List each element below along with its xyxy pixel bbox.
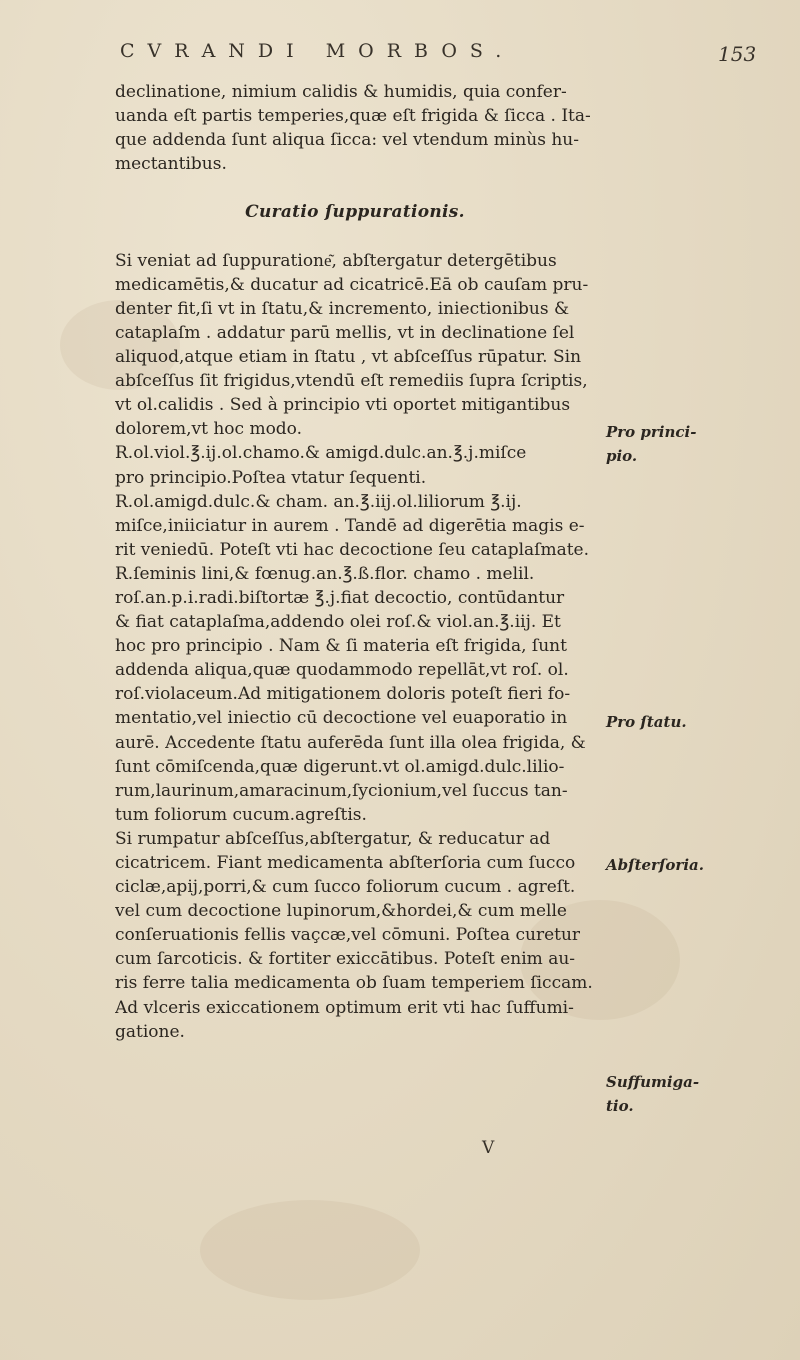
text-line: addenda aliqua,quæ quodammodo repellāt,vt roſ. ol. xyxy=(115,660,569,681)
recipe-line: R.ol.amigd.dulc.& cham. an.℥.iij.ol.liliorum ℥.ij. xyxy=(115,491,522,512)
text-line: gatione. xyxy=(115,1021,185,1042)
margin-note-pro-statu: Pro ſtatu. xyxy=(606,713,687,731)
text-line: medicamētis,& ducatur ad cicatricē.Eā ob cauſam pru- xyxy=(115,274,589,295)
text-line: roſ.violaceum.Ad mitigationem doloris poteſt fieri fo- xyxy=(115,684,571,705)
text-line: cum ſarcoticis. & fortiter exiccātibus. Poteſt enim au- xyxy=(115,949,576,970)
text-line: mectantibus. xyxy=(115,154,227,175)
text-line: aliquod,atque etiam in ſtatu , vt abſceſſus rūpatur. Sin xyxy=(115,347,582,368)
section-heading: Curatio ſuppurationis. xyxy=(245,202,465,223)
text-line: roſ.an.p.i.radi.biſtortæ ℥.j.fiat decoctio, contūdantur xyxy=(115,587,565,608)
text-line: miſce,iniiciatur in aurem . Tandē ad digerētia magis e- xyxy=(115,515,585,536)
main-text xyxy=(115,80,595,1044)
paper-stain xyxy=(200,1200,420,1300)
text-line: ſunt cōmiſcenda,quæ digerunt.vt ol.amigd.dulc.lilio- xyxy=(115,756,565,777)
margin-note-pro-principio: Pro princi- xyxy=(606,423,697,441)
text-line: pro principio.Poſtea vtatur ſequenti. xyxy=(115,467,427,488)
page-number: 153 xyxy=(718,42,757,66)
text-line: cicatricem. Fiant medicamenta abſterſoria cum ſucco xyxy=(115,853,576,873)
margin-note-abstersoria: Abſterſoria. xyxy=(606,856,704,874)
text-line: hoc pro principio . Nam & ſi materia eſt frigida, ſunt xyxy=(115,636,567,657)
text-line: Si rumpatur abſceſſus,abſtergatur, & reducatur ad xyxy=(115,828,551,849)
text-line: que addenda ſunt aliqua ſicca: vel vtendum minùs hu- xyxy=(115,130,579,151)
text-line: dolorem,vt hoc modo. xyxy=(115,419,303,440)
text-line: rit veniedū. Poteſt vti hac decoctione ſeu cataplaſmate. xyxy=(115,539,589,560)
signature-mark: V xyxy=(482,1138,495,1158)
text-line: rum,laurinum,amaracinum,ſycionium,vel ſuccus tan- xyxy=(115,780,568,801)
text-line: declinatione, nimium calidis & humidis, quia confer- xyxy=(115,82,567,102)
running-title: CVRANDI MORBOS. xyxy=(120,40,515,62)
text-line: mentatio,vel iniectio cū decoctione vel euaporatio in xyxy=(115,708,568,729)
text-line: uanda eſt partis temperies,quæ eſt frigida & ſicca . Ita- xyxy=(115,106,591,127)
text-line: ris ferre talia medicamenta ob ſuam temperiem ſiccam. xyxy=(115,973,593,994)
text-line: abſceſſus ſit frigidus,vtendū eſt remediis ſupra ſcriptis, xyxy=(115,371,588,392)
recipe-line: R.ol.viol.℥.ij.ol.chamo.& amigd.dulc.an.℥.j.miſce xyxy=(115,443,527,464)
text-line: & fiat cataplaſma,addendo olei roſ.& viol.an.℥.iij. Et xyxy=(115,612,561,633)
page-header xyxy=(0,40,800,80)
text-line: denter fit,ſi vt in ſtatu,& incremento, iniectionibus & xyxy=(115,298,570,319)
text-line: tum foliorum cucum.agreſtis. xyxy=(115,804,367,825)
text-line: vel cum decoctione lupinorum,&hordei,& cum melle xyxy=(115,901,567,922)
text-line: Ad vlceris exiccationem optimum erit vti hac ſuffumi- xyxy=(115,997,574,1018)
margin-note-suffumigatio: Suffumiga- xyxy=(606,1073,700,1091)
margin-note-pro-principio-cont: pio. xyxy=(606,447,638,465)
text-line: aurē. Accedente ſtatu auferēda ſunt illa olea frigida, & xyxy=(115,732,586,753)
text-line: cataplaſm . addatur parū mellis, vt in declinatione ſel xyxy=(115,322,575,343)
text-line: vt ol.calidis . Sed à principio vti oportet mitigantibus xyxy=(115,395,571,416)
text-line: conſeruationis fellis vaçcæ,vel cōmuni. Poſtea curetur xyxy=(115,925,581,946)
text-line: Si veniat ad ſuppuratione͂, abſtergatur detergētibus xyxy=(115,250,557,271)
recipe-line: R.ſeminis lini,& fœnug.an.℥.ß.flor. chamo . melil. xyxy=(115,563,535,584)
margin-note-suffumigatio-cont: tio. xyxy=(606,1097,634,1115)
text-line: ciclæ,apij,porri,& cum ſucco foliorum cucum . agreſt. xyxy=(115,877,576,898)
